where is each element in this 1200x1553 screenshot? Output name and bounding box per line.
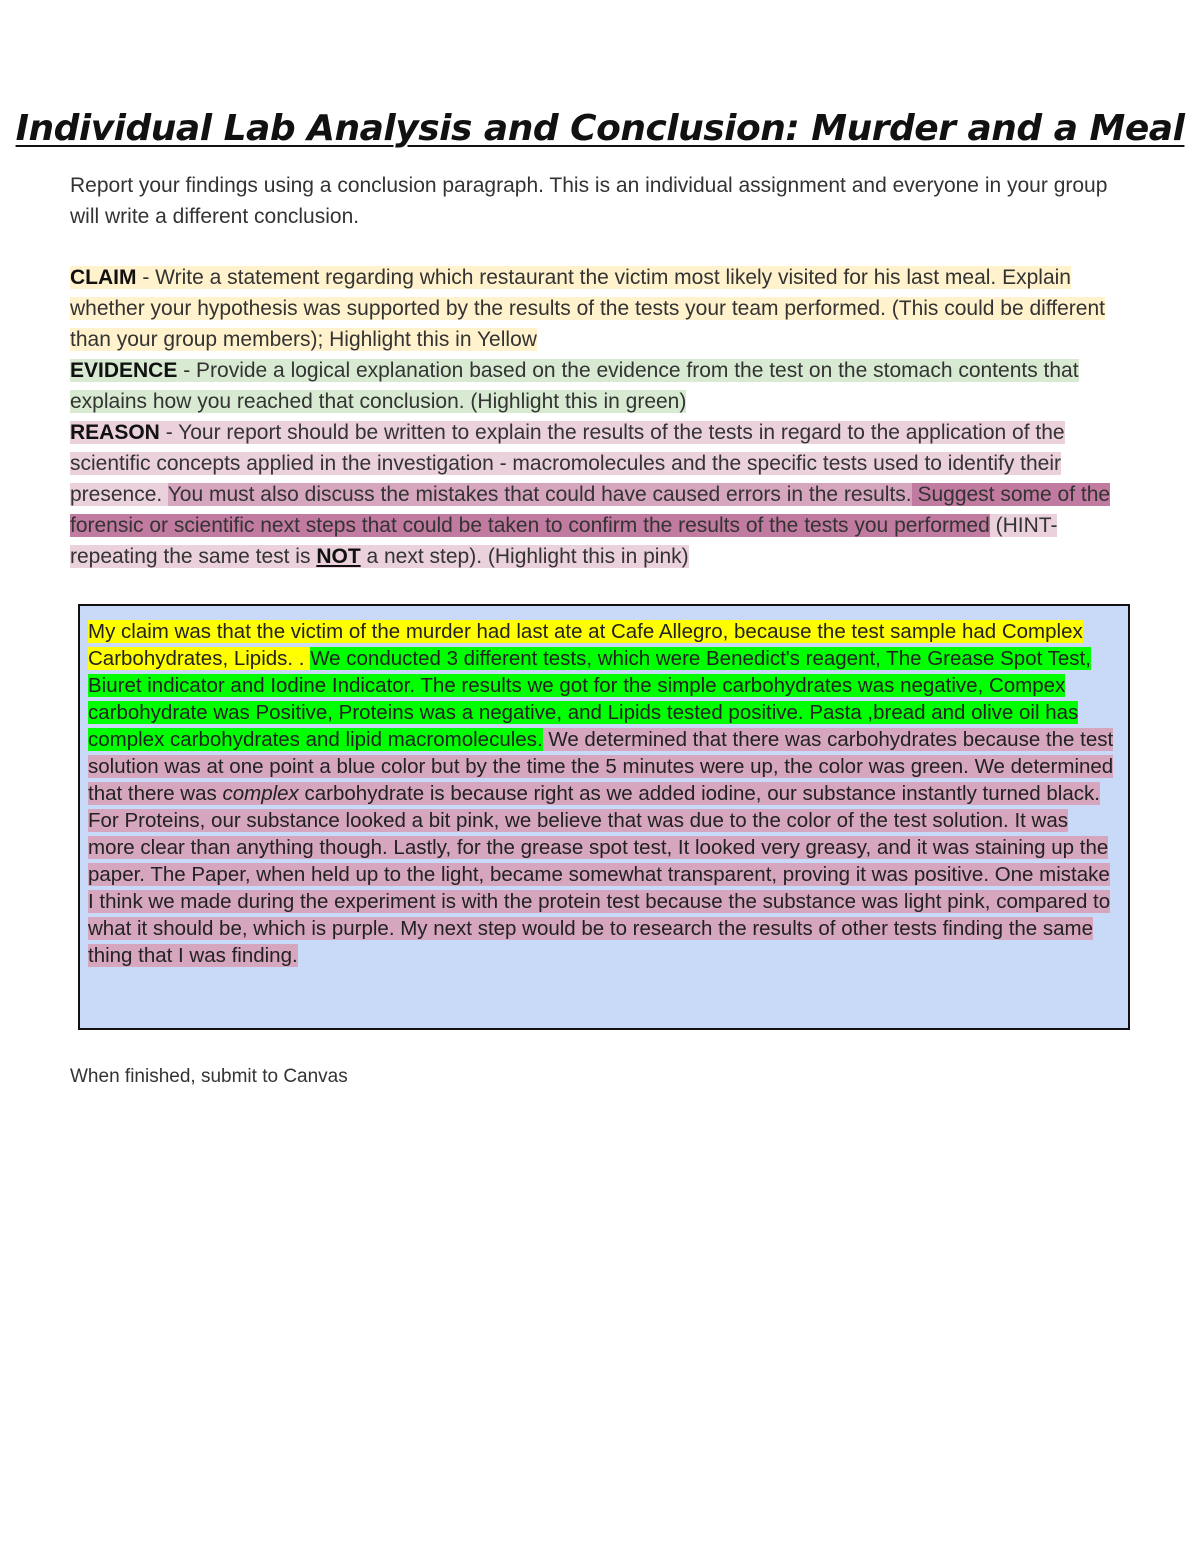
evidence-instruction [70, 359, 1079, 413]
hint-before: (HINT- repeating the same test is [70, 514, 1058, 568]
answer-reason-part2: carbohydrate is because right as we added iodine, our substance instantly turned black. For Proteins, our substance looked a bit pink, we believe that was due to the color of the test solution. It was more clear than anything though. Lastly, for the grease spot test, It looked very greasy, and it was staining up the paper. The Paper, when held up to the light, became somewhat transparent, proving it was positive. One mistake I think we made during the experiment is with the protein test because the substance was light pink, compared to what it should be, which is purple. My next step would be to research the results of other tests finding the same thing that I was finding. [88, 782, 1111, 967]
reason-label: REASON [70, 421, 160, 444]
student-answer-text [88, 618, 1120, 969]
page-title: Individual Lab Analysis and Conclusion: Murder and a Meal [15, 108, 1185, 149]
answer-reason [88, 728, 1113, 967]
answer-reason-italic: complex [222, 782, 299, 805]
answer-reason-part1: We determined that there was carbohydrates because the test solution was at one point a blue color but by the time the 5 minutes were up, the color was green. We determined that there was [88, 728, 1114, 805]
footer-note: When finished, submit to Canvas [70, 1066, 348, 1087]
answer-evidence: We conducted 3 different tests, which were Benedict's reagent, The Grease Spot Test, Biuret indicator and Iodine Indicator. The results we got for the simple carbohydrates was negative, Compex carbohydrate was Positive, Proteins was a negative, and Lipids tested positive. Pasta ,bread and olive oil has complex carbohydrates and lipid macromolecules. [88, 647, 1091, 751]
answer-claim: My claim was that the victim of the murder had last ate at Cafe Allegro, because the test sample had Complex Carbohydrates, Lipids. . [88, 620, 1083, 670]
claim-label: CLAIM [70, 266, 137, 289]
reason-next-steps: Suggest some of the forensic or scientific next steps that could be taken to confirm the results of the tests you performed [70, 483, 1111, 537]
hint-not: NOT [316, 545, 361, 568]
student-answer-box[interactable] [78, 604, 1130, 1030]
reason-mistakes: You must also discuss the mistakes that could have caused errors in the results. [167, 483, 912, 506]
claim-text: - Write a statement regarding which restaurant the victim most likely visited for his last meal. Explain whether your hypothesis was supported by the results of the tests your team performed. (This could be different than your group members); Highlight this in Yellow [70, 266, 1105, 351]
instructions-block [70, 262, 1132, 572]
evidence-label: EVIDENCE [70, 359, 178, 382]
evidence-text: - Provide a logical explanation based on the evidence from the test on the stomach contents that explains how you reached that conclusion. (Highlight this in green) [70, 359, 1079, 413]
claim-instruction [70, 266, 1105, 351]
reason-text: - Your report should be written to explain the results of the tests in regard to the application of the scientific concepts applied in the investigation - macromolecules and the specific tests used to identify their presence. [70, 421, 1065, 506]
intro-paragraph: Report your findings using a conclusion paragraph. This is an individual assignment and everyone in your group will write a different conclusion. [70, 174, 1108, 228]
hint-after: a next step). (Highlight this in pink) [360, 545, 689, 568]
